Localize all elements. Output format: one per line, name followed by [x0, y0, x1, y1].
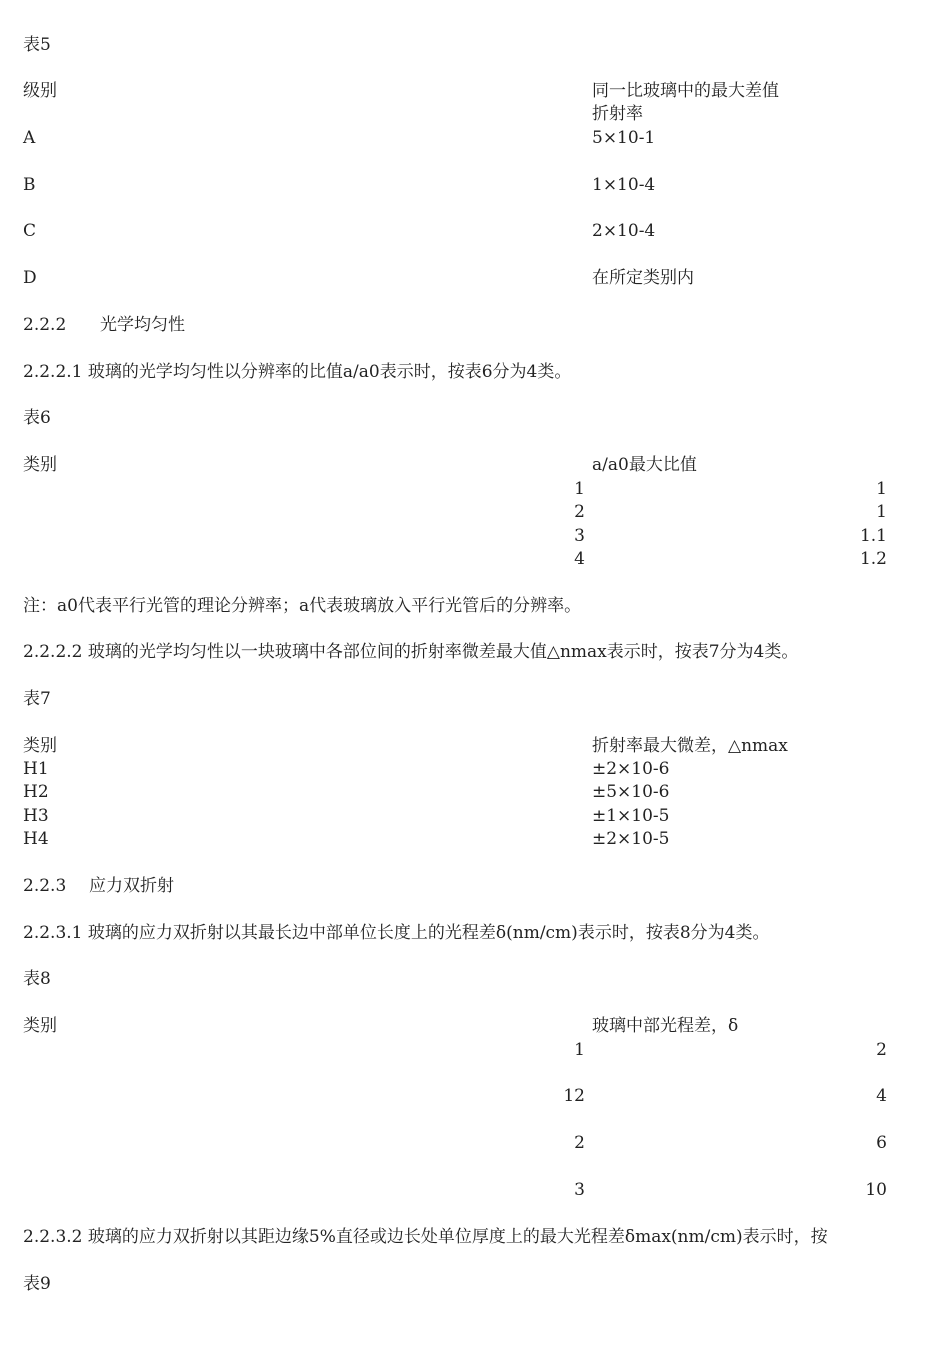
table5-row-value: 1×10-4: [592, 175, 656, 195]
table6-col2-header: a/a0最大比值: [592, 455, 697, 475]
table9-caption: 表9: [23, 1274, 51, 1294]
table6-col1-header: 类别: [23, 455, 57, 475]
table6-row-value: 1: [876, 479, 887, 499]
paragraph-2-2-2-1: 2.2.2.1 玻璃的光学均匀性以分辨率的比值a/a0表示时，按表6分为4类。: [23, 362, 572, 382]
table8-row-value: 6: [876, 1133, 887, 1153]
table5-row-value: 在所定类别内: [592, 268, 694, 288]
table5-row-value: 2×10-4: [592, 221, 656, 241]
table7-row-class: H1: [23, 759, 49, 779]
table5-row-grade: C: [23, 221, 37, 241]
table7-col1-header: 类别: [23, 736, 57, 756]
table6-row-value: 1.1: [859, 526, 887, 546]
table8-caption: 表8: [23, 969, 51, 989]
table5-col2-header-line2: 折射率: [592, 104, 643, 124]
table7-col2-header: 折射率最大微差，△nmax: [592, 736, 788, 756]
table8-row-class: 2: [574, 1133, 585, 1153]
table7-row-value: ±2×10-6: [592, 759, 670, 779]
table5-col2-header-line1: 同一比玻璃中的最大差值: [592, 81, 779, 101]
table7-row-value: ±5×10-6: [592, 782, 670, 802]
section-title: 光学均匀性: [100, 315, 185, 335]
table5-caption: 表5: [23, 35, 51, 55]
table6-caption: 表6: [23, 408, 51, 428]
table8-row-class: 1: [574, 1040, 585, 1060]
table6-row-value: 1: [876, 502, 887, 522]
table5-row-grade: B: [23, 175, 36, 195]
section-number: 2.2.2: [23, 315, 67, 335]
table7-row-value: ±2×10-5: [592, 829, 670, 849]
table8-row-value: 4: [876, 1086, 887, 1106]
paragraph-2-2-3-2: 2.2.3.2 玻璃的应力双折射以其距边缘5%直径或边长处单位厚度上的最大光程差δmax(nm/cm)表示时，按: [23, 1227, 828, 1247]
table8-row-class: 12: [563, 1086, 585, 1106]
table7-row-class: H3: [23, 806, 49, 826]
table5-row-grade: D: [23, 268, 37, 288]
table7-row-value: ±1×10-5: [592, 806, 670, 826]
table5-row-value: 5×10-1: [592, 128, 656, 148]
table8-row-value: 10: [865, 1180, 887, 1200]
table7-row-class: H4: [23, 829, 49, 849]
table7-row-class: H2: [23, 782, 49, 802]
section-title: 应力双折射: [89, 876, 174, 896]
table7-caption: 表7: [23, 689, 51, 709]
table8-col2-header: 玻璃中部光程差，δ: [592, 1016, 739, 1036]
table8-row-value: 2: [876, 1040, 887, 1060]
table6-row-value: 1.2: [859, 549, 887, 569]
paragraph-2-2-3-1: 2.2.3.1 玻璃的应力双折射以其最长边中部单位长度上的光程差δ(nm/cm)表示时，按表8分为4类。: [23, 923, 770, 943]
table6-row-class: 2: [574, 502, 585, 522]
section-number: 2.2.3: [23, 876, 67, 896]
table6-note: 注：a0代表平行光管的理论分辨率；a代表玻璃放入平行光管后的分辨率。: [23, 596, 582, 616]
table6-row-class: 3: [574, 526, 585, 546]
paragraph-2-2-2-2: 2.2.2.2 玻璃的光学均匀性以一块玻璃中各部位间的折射率微差最大值△nmax表示时，按表7分为4类。: [23, 642, 799, 662]
table8-row-class: 3: [574, 1180, 585, 1200]
table5-row-grade: A: [23, 128, 36, 148]
table8-col1-header: 类别: [23, 1016, 57, 1036]
table6-row-class: 4: [574, 549, 585, 569]
table6-row-class: 1: [574, 479, 585, 499]
table5-col1-header: 级别: [23, 81, 57, 101]
